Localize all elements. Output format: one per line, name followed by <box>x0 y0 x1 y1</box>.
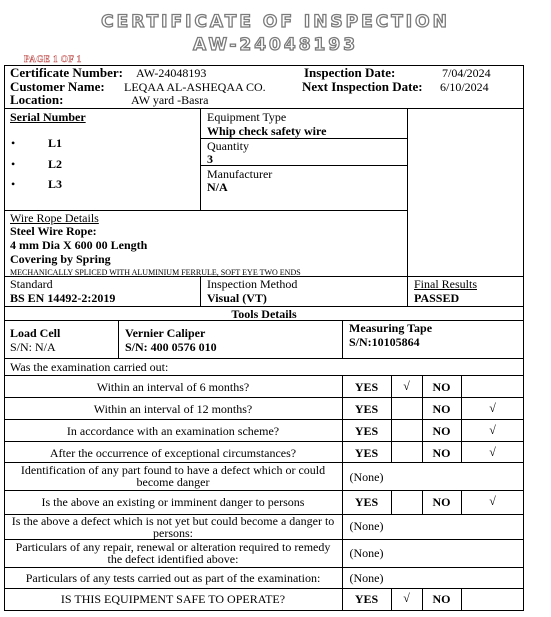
next-inspection-value: 6/10/2024 <box>440 80 489 94</box>
exam-row-label: After the occurrence of exceptional circumstances? <box>49 446 297 460</box>
bullet-icon: • <box>11 136 16 150</box>
exam-row-label: Is the above an existing or imminent danger to persons <box>41 495 305 509</box>
none-cell: (None) <box>349 470 384 484</box>
serial-item: L2 <box>48 157 63 171</box>
none-cell: (None) <box>349 571 384 585</box>
yes-cell: YES <box>354 446 379 460</box>
next-inspection-label: Next Inspection Date: <box>302 79 423 94</box>
equipment-type-label: Equipment Type <box>207 110 287 124</box>
serial-item: L3 <box>48 177 63 191</box>
divider <box>4 567 524 568</box>
exam-row-label: Identification of any part found to have a defect which or could become danger <box>20 463 326 489</box>
sn-label: S/N: <box>125 340 148 354</box>
equipment-type-value: Whip check safety wire <box>207 124 327 138</box>
divider <box>4 441 524 442</box>
inspection-method-value: Visual (VT) <box>207 291 267 305</box>
divider <box>200 165 407 166</box>
divider <box>4 375 524 376</box>
tool-name: Vernier Caliper <box>125 326 206 340</box>
location-value: AW yard -Basra <box>131 93 209 107</box>
no-cell: NO <box>432 592 451 606</box>
location-label: Location: <box>10 92 64 107</box>
divider <box>391 490 392 514</box>
check-icon: √ <box>489 445 496 459</box>
exam-row-label: In accordance with an examination scheme? <box>66 424 280 438</box>
quantity-label: Quantity <box>207 139 249 153</box>
divider <box>4 397 524 398</box>
divider <box>4 358 524 359</box>
manufacturer-value: N/A <box>207 180 228 194</box>
wire-rope-label: Wire Rope Details <box>10 211 99 225</box>
inspection-date-value: 7/04/2024 <box>442 66 491 80</box>
no-cell: NO <box>432 424 451 438</box>
wire-rope-line: Covering by Spring <box>10 252 111 266</box>
page-label: PAGE 1 OF 1 <box>24 54 82 64</box>
exam-row-label: Within an interval of 12 months? <box>93 402 253 416</box>
check-icon: √ <box>403 591 410 605</box>
check-icon: √ <box>489 494 496 508</box>
divider <box>118 320 119 358</box>
bullet-icon: • <box>11 177 16 191</box>
divider <box>342 320 343 358</box>
customer-value: LEQAA AL-ASHEQAA CO. <box>124 80 266 94</box>
none-cell: (None) <box>349 546 384 560</box>
manufacturer-label: Manufacturer <box>207 167 273 181</box>
sn-value: N/A <box>35 340 56 354</box>
inspection-date-label: Inspection Date: <box>304 65 396 80</box>
sn-value: 400 0576 010 <box>150 340 217 354</box>
cert-number-label: Certificate Number: <box>10 65 123 80</box>
yes-cell: YES <box>354 402 379 416</box>
certificate-title: CERTIFICATE OF INSPECTION <box>101 12 450 32</box>
divider <box>4 588 524 589</box>
sn-label: S/N: <box>349 335 372 349</box>
bullet-icon: • <box>11 157 16 171</box>
divider <box>461 588 462 611</box>
wire-rope-line: 4 mm Dia X 600 00 Length <box>10 238 148 252</box>
check-icon: √ <box>489 401 496 415</box>
divider <box>200 276 201 306</box>
sn-value: 10105864 <box>371 335 420 349</box>
tool-name: Measuring Tape <box>349 321 433 335</box>
final-results-label: Final Results <box>414 277 478 291</box>
tool-sn <box>125 341 217 354</box>
exam-row-label: Particulars of any repair, renewal or alteration required to remedy the defect identified above: <box>15 540 331 566</box>
yes-cell: YES <box>354 424 379 438</box>
standard-value: BS EN 14492-2:2019 <box>10 291 116 305</box>
no-cell: NO <box>432 380 451 394</box>
customer-label: Customer Name: <box>10 79 105 94</box>
sn-label: S/N: <box>10 340 33 354</box>
none-cell: (None) <box>349 519 384 533</box>
tools-title: Tools Details <box>231 307 297 321</box>
divider <box>200 108 201 210</box>
serial-item: L1 <box>48 136 63 150</box>
cert-number-value: AW-24048193 <box>136 66 207 80</box>
exam-question: Was the examination carried out: <box>10 360 169 374</box>
tool-sn <box>10 341 56 354</box>
serial-number-label: Serial Number <box>10 110 86 124</box>
tool-sn <box>349 336 420 349</box>
yes-cell: YES <box>354 592 379 606</box>
exam-row-label: Is the above a defect which is not yet but could become a danger to persons: <box>11 514 335 540</box>
divider <box>4 108 524 109</box>
divider <box>4 320 524 321</box>
certificate-code: AW-24048193 <box>192 35 359 55</box>
divider <box>4 419 524 420</box>
exam-row-label: Within an interval of 6 months? <box>96 380 250 394</box>
yes-cell: YES <box>354 495 379 509</box>
wire-rope-line: MECHANICALLY SPLICED WITH ALUMINIUM FERRULE, SOFT EYE TWO ENDS <box>10 268 301 277</box>
exam-row-label: IS THIS EQUIPMENT SAFE TO OPERATE? <box>60 592 286 606</box>
final-results-value: PASSED <box>414 291 460 305</box>
check-icon: √ <box>489 423 496 437</box>
wire-rope-line: Steel Wire Rope: <box>10 224 97 238</box>
standard-label: Standard <box>10 277 53 291</box>
divider <box>4 490 524 491</box>
check-icon: √ <box>403 379 410 393</box>
inspection-method-label: Inspection Method <box>207 277 298 291</box>
exam-row-label: Particulars of any tests carried out as part of the examination: <box>25 571 321 585</box>
tool-name: Load Cell <box>10 326 61 340</box>
no-cell: NO <box>432 402 451 416</box>
yes-cell: YES <box>354 380 379 394</box>
no-cell: NO <box>432 495 451 509</box>
no-cell: NO <box>432 446 451 460</box>
quantity-value: 3 <box>207 152 213 166</box>
